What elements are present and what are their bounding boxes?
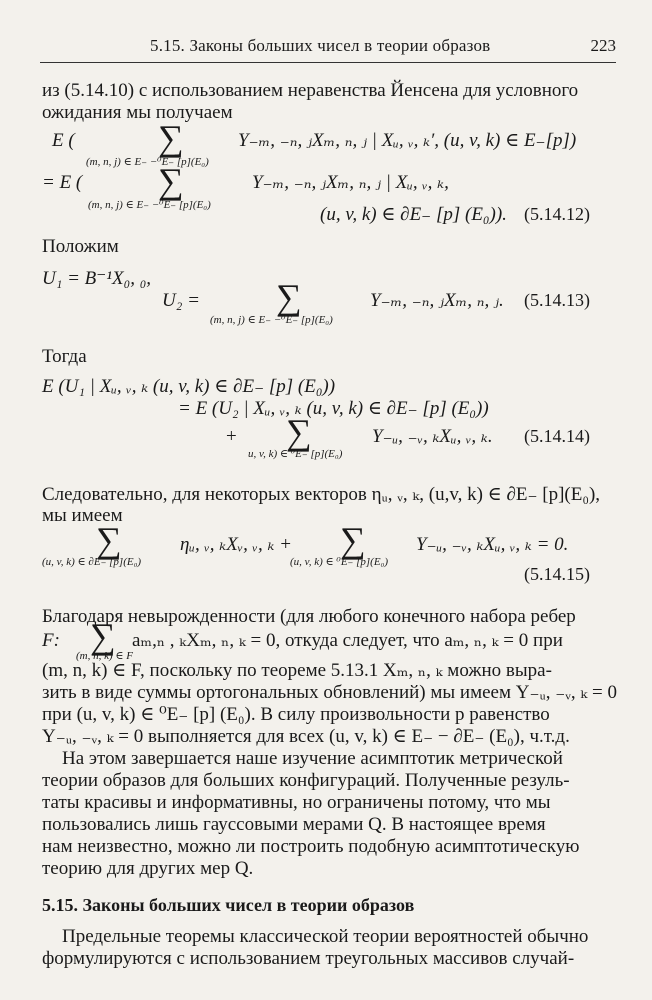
eq14-number: (5.14.14) (524, 426, 590, 446)
section-line1: Предельные теоремы классической теории вероятностей обычно (62, 926, 589, 947)
eq13-u2-term: Y₋ₘ, ₋ₙ, ⱼXₘ, ₙ, ⱼ. (370, 290, 504, 311)
eq15-sub2: (u, v, k) ∈ ⁰E₋ [p](E₀) (290, 556, 389, 568)
para4-line5: нам неизвестно, можно ли построить подобную асимптотическую (42, 836, 580, 857)
para4-line4: пользовались лишь гауссовыми мерами Q. В настоящее время (42, 814, 546, 835)
eq12-row2-left: = E ( (42, 172, 83, 193)
eq15-sub1: (u, v, k) ∈ ∂E₋ [p](E₀) (42, 556, 142, 568)
eq12-row2-term: Y₋ₘ, ₋ₙ, ⱼXₘ, ₙ, ⱼ | Xᵤ, ᵥ, ₖ, (252, 172, 449, 193)
para1-line2: ожидания мы получаем (42, 102, 233, 123)
eq12-row1-left: E ( (52, 130, 75, 151)
running-title: 5.15. Законы больших чисел в теории образов (150, 36, 491, 55)
para2-line2: мы имеем (42, 505, 123, 526)
para2-line1: Следовательно, для некоторых векторов ηᵤ, ᵥ, ₖ, (u,v, k) ∈ ∂E₋ [p](E₀), (42, 484, 601, 505)
eq14-row1: E (U₁ | Xᵤ, ᵥ, ₖ (u, v, k) ∈ ∂E₋ [p] (E₀)) (42, 376, 336, 397)
para4-line3: таты красивы и информативны, но ограничены потому, что мы (42, 792, 551, 813)
eq15-term2: Y₋ᵤ, ₋ᵥ, ₖXᵤ, ᵥ, ₖ = 0. (416, 534, 569, 555)
eq14-row2: = E (U₂ | Xᵤ, ᵥ, ₖ (u, v, k) ∈ ∂E₋ [p] (E₀)) (178, 398, 489, 419)
para4-line2: теории образов для больших конфигураций. Полученные резуль- (42, 770, 570, 791)
section-heading: 5.15. Законы больших чисел в теории образов (42, 895, 415, 915)
eq14-plus: + (226, 426, 237, 447)
para1-line1: из (5.14.10) с использованием неравенства Йенсена для условного (42, 80, 579, 101)
para4-line6: теорию для других мер Q. (42, 858, 254, 879)
para3-line5: при (u, v, k) ∈ ⁰E₋ [p] (E₀). В силу произвольности p равенство (42, 704, 550, 725)
eq13-u1: U₁ = B⁻¹X₀, ₀, (42, 268, 152, 289)
eq12-row3: (u, v, k) ∈ ∂E₋ [p] (E₀)). (320, 204, 507, 225)
para3-line1: Благодаря невырожденности (для любого конечного набора ребер (42, 606, 576, 627)
eq14-row3-sub: u, v, k) ∈ ⁰E₋ [p](E₀) (248, 448, 343, 460)
eq15-sigma1: ∑ (96, 520, 122, 560)
eq12-row1-term: Y₋ₘ, ₋ₙ, ⱼXₘ, ₙ, ⱼ | Xᵤ, ᵥ, ₖ′, (u, v, k) ∈ E₋[p]) (238, 130, 577, 151)
eq15-number: (5.14.15) (524, 564, 590, 584)
eq13-u2-left: U₂ = (162, 290, 200, 311)
eq15-term1: ηᵤ, ᵥ, ₖXᵥ, ᵥ, ₖ + (180, 534, 292, 555)
eq14-row3-term: Y₋ᵤ, ₋ᵥ, ₖXᵤ, ᵥ, ₖ. (372, 426, 493, 447)
eq15-sigma2: ∑ (340, 520, 366, 560)
page-number: 223 (590, 36, 616, 55)
para3-line2-sub: (m, n, k) ∈ F (76, 650, 134, 662)
para3-line4: зить в виде суммы ортогональных обновлений) мы имеем Y₋ᵤ, ₋ᵥ, ₖ = 0 (42, 682, 617, 703)
eq13-sigma: ∑ (276, 277, 302, 317)
section-line2: формулируются с использованием треугольных массивов случай- (42, 948, 575, 969)
para3-line3: (m, n, k) ∈ F, поскольку по теореме 5.13.1 Xₘ, ₙ, ₖ можно выра- (42, 660, 552, 681)
eq12-row2-sub: (m, n, j) ∈ E₋ −⁰E₋ [p](E₀) (88, 199, 211, 211)
para3-line2: aₘ,ₙ , ₖXₘ, ₙ, ₖ = 0, откуда следует, что aₘ, ₙ, ₖ = 0 при (132, 630, 563, 651)
page-header (40, 36, 616, 62)
eq12-number: (5.14.12) (524, 204, 590, 224)
eq13-u2-sub: (m, n, j) ∈ E₋ −⁰E₋ [p](E₀) (210, 314, 333, 326)
para3-sigma: ∑ (90, 616, 116, 656)
para4-line1: На этом завершается наше изучение асимптотик метрической (62, 748, 563, 769)
eq14-sigma: ∑ (286, 412, 312, 452)
eq12-row1-sigma: ∑ (158, 118, 184, 158)
para3-line2-f: F: (42, 630, 60, 651)
togda-text: Тогда (42, 346, 87, 367)
para3-line6: Y₋ᵤ, ₋ᵥ, ₖ = 0 выполняется для всех (u, v, k) ∈ E₋ − ∂E₋ (E₀), ч.т.д. (42, 726, 570, 747)
polozhim-text: Положим (42, 236, 119, 257)
header-rule (40, 62, 616, 63)
eq13-number: (5.14.13) (524, 290, 590, 310)
eq12-row2-sigma: ∑ (158, 161, 184, 201)
eq12-row1-sub: (m, n, j) ∈ E₋ −⁰E₋ [p](E₀) (86, 156, 209, 168)
